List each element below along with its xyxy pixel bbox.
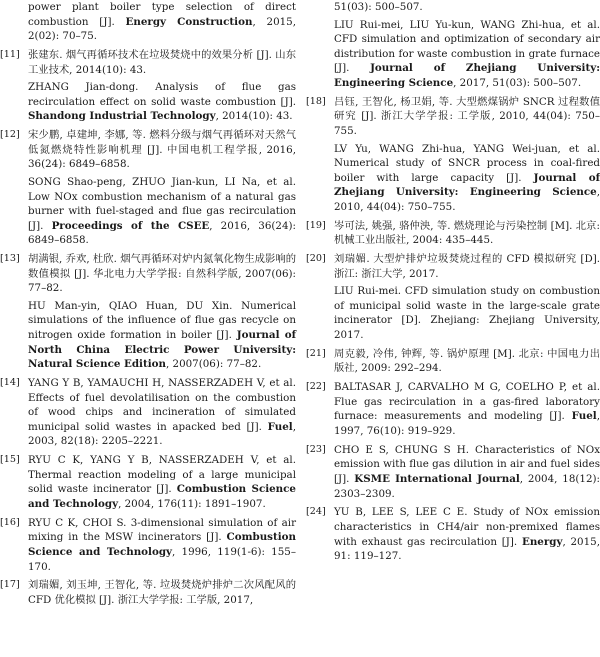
reference-pages: , 2015, 91: 119–127. [334, 535, 600, 563]
reference-journal: Fuel [267, 420, 293, 433]
reference-entry [306, 347, 600, 376]
reference-english-text [28, 299, 296, 372]
reference-text: 胡满银, 乔欢, 杜欣. 烟气再循环对炉内氮氧化物生成影响的数值模拟 [J]. 华北电力大学学报: 自然科学版, 2007(06): 77–82. [28, 253, 296, 295]
reference-entry [0, 516, 296, 574]
reference-english-text [28, 80, 296, 124]
reference-chinese-text [334, 219, 600, 248]
reference-journal: Proceedings of the CSEE [51, 219, 210, 232]
reference-english-text [28, 376, 296, 449]
reference-number: [23] [306, 443, 326, 455]
reference-entry [306, 252, 600, 343]
reference-column-right [306, 0, 600, 568]
reference-journal: Combustion Science and Technology [28, 531, 296, 558]
reference-english-text [334, 443, 600, 501]
reference-text: 张建东. 烟气再循环技术在垃圾焚烧中的效果分析 [J]. 山东工业技术, 2014(10): 43. [28, 48, 296, 76]
reference-text: 吕钰, 王智化, 杨卫娟, 等. 大型燃煤锅炉 SNCR 过程数值研究 [J]. 浙江大学学报: 工学版, 2010, 44(04): 750–755. [334, 95, 600, 137]
reference-text: ZHANG Jian-dong. Analysis of flue gas recirculation effect on solid waste combustion [J]. [28, 81, 296, 108]
reference-english-text [334, 18, 600, 91]
reference-text: LIU Rui-mei, LIU Yu-kun, WANG Zhi-hua, et al. CFD simulation and optimization of secondary air distribution for waste combustion in grate furnace [J]. [334, 18, 600, 75]
reference-pages: , 2004, 18(12): 2303–2309. [334, 472, 600, 500]
reference-pages: , 2014(10): 43. [215, 110, 293, 123]
reference-number: [19] [306, 219, 326, 231]
reference-text: power plant boiler type selection of direct combustion [J]. [28, 1, 296, 28]
reference-pages: , 2017, 51(03): 500–507. [453, 76, 582, 89]
reference-english-text [28, 453, 296, 511]
reference-english-text [28, 175, 296, 248]
reference-entry [0, 376, 296, 449]
reference-journal: Energy [521, 535, 563, 548]
reference-text: LIU Rui-mei. CFD simulation study on combustion of municipal solid waste in the large-scale grate incinerator [D]. Zhejiang: Zhejiang University, 2017. [334, 285, 600, 342]
reference-entry [0, 0, 296, 44]
reference-pages: , 1996, 119(1-6): 155–170. [28, 545, 296, 573]
reference-chinese-text [28, 252, 296, 296]
reference-chinese-text [28, 578, 296, 607]
reference-number: [17] [0, 579, 20, 591]
reference-journal: KSME International Journal [354, 472, 520, 485]
reference-number: [14] [0, 377, 20, 388]
reference-chinese-text [28, 48, 296, 77]
reference-text: LV Yu, WANG Zhi-hua, YANG Wei-juan, et al. Numerical study of SNCR process in coal-fired boiler with large capacity [J]. [334, 142, 600, 184]
reference-entry [306, 95, 600, 215]
reference-number: [24] [306, 506, 326, 518]
reference-chinese-text [334, 347, 600, 376]
reference-pages: , 2016, 36(24): 6849–6858. [28, 219, 296, 247]
reference-english-text [334, 284, 600, 342]
reference-chinese-text [334, 95, 600, 139]
reference-english-text [334, 505, 600, 563]
reference-text: 51(03): 500–507. [334, 1, 423, 13]
reference-text: YANG Y B, YAMAUCHI H, NASSERZADEH V, et al. Effects of fuel devolatilisation on the combustion of wood chips and incineration of simulated municipal solid wastes in apacked bed [J]. [28, 377, 296, 433]
reference-number: [22] [306, 381, 326, 393]
reference-chinese-text [334, 0, 600, 15]
reference-pages: , 2007(06): 77–82. [165, 358, 262, 371]
reference-journal: Combustion Science and Technology [28, 483, 296, 510]
reference-text: YU B, LEE S, LEE C E. Study of NOx emission characteristics in CH4/air non-premixed flames with exhaust gas recirculation [J]. [334, 506, 600, 548]
reference-text: 周克毅, 冷伟, 钟辉, 等. 锅炉原理 [M]. 北京: 中国电力出版社, 2009: 292–294. [334, 347, 600, 375]
reference-entry [306, 443, 600, 501]
reference-journal: Journal of Zhejiang University: Engineering Science [334, 171, 600, 199]
reference-journal: Shandong Industrial Technology [28, 110, 216, 123]
reference-text: RYU C K, CHOI S. 3-dimensional simulation of air mixing in the MSW incinerators [J]. [28, 516, 296, 544]
reference-text: CHO E S, CHUNG S H. Characteristics of NOx emission with flue gas dilution in air and fuel sides [J]. [334, 443, 600, 485]
reference-text: RYU C K, YANG Y B, NASSERZADEH V, et al. Thermal reaction modeling of a large municipal solid waste incinerator [J]. [28, 454, 296, 496]
reference-text: 刘瑞媚. 大型炉排炉垃圾焚烧过程的 CFD 模拟研究 [D]. 浙江: 浙江大学, 2017. [334, 253, 600, 280]
reference-text: HU Man-yin, QIAO Huan, DU Xin. Numerical simulations of the influence of flue gas recycle on nitrogen oxide formation in boiler [J]. [28, 299, 296, 342]
reference-pages: , 2003, 82(18): 2205–2221. [28, 420, 296, 448]
reference-entry [306, 380, 600, 438]
reference-english-text [28, 516, 296, 574]
reference-number: [12] [0, 129, 20, 141]
reference-chinese-text [334, 252, 600, 281]
reference-number: [18] [306, 95, 326, 107]
reference-pages: , 1997, 76(10): 919–929. [334, 410, 600, 437]
reference-number: [21] [306, 347, 326, 359]
reference-entry [306, 0, 600, 91]
reference-text: SONG Shao-peng, ZHUO Jian-kun, LI Na, et al. Low NOx combustion mechanism of a natural gas burner with fuel-staged and flue gas recirculation [J]. [28, 175, 296, 232]
reference-text: 刘瑞媚, 刘玉坤, 王智化, 等. 垃圾焚烧炉排炉二次风配风的 CFD 优化模拟 [J]. 浙江大学学报: 工学版, 2017, [28, 579, 296, 606]
reference-text: 岑可法, 姚强, 骆仲泱, 等. 燃烧理论与污染控制 [M]. 北京: 机械工业出版社, 2004: 435–445. [334, 219, 600, 247]
reference-entry [0, 48, 296, 124]
reference-journal: Journal of Zhejiang University: Engineering Science [334, 62, 600, 89]
reference-number: [13] [0, 253, 20, 265]
reference-number: [20] [306, 253, 326, 265]
reference-journal: Energy Construction [125, 15, 253, 28]
reference-number: [16] [0, 516, 20, 528]
reference-entry [306, 219, 600, 248]
reference-text: BALTASAR J, CARVALHO M G, COELHO P, et al. Flue gas recirculation in a gas-fired laboratory furnace: measurements and modeling [J]. [334, 381, 600, 423]
reference-number: [15] [0, 454, 20, 466]
reference-entry [0, 453, 296, 511]
reference-journal: Fuel [571, 410, 597, 423]
reference-pages: , 2004, 176(11): 1891–1907. [118, 497, 266, 510]
reference-entry [0, 252, 296, 372]
reference-journal: Journal of North China Electric Power University: Natural Science Edition [28, 329, 296, 371]
reference-english-text [28, 0, 296, 44]
reference-text: 宋少鹏, 卓建坤, 李娜, 等. 燃料分级与烟气再循环对天然气低氮燃烧特性影响机理 [J]. 中国电机工程学报, 2016, 36(24): 6849–6858. [28, 129, 296, 171]
reference-column-left [0, 0, 296, 612]
reference-chinese-text [28, 128, 296, 172]
reference-entry [0, 578, 296, 607]
reference-entry [0, 128, 296, 248]
reference-pages: , 2010, 44(04): 750–755. [334, 186, 600, 213]
reference-entry [306, 505, 600, 563]
reference-pages: , 2015, 2(02): 70–75. [28, 15, 297, 43]
reference-english-text [334, 380, 600, 438]
reference-english-text [334, 142, 600, 215]
reference-number: [11] [0, 48, 20, 60]
